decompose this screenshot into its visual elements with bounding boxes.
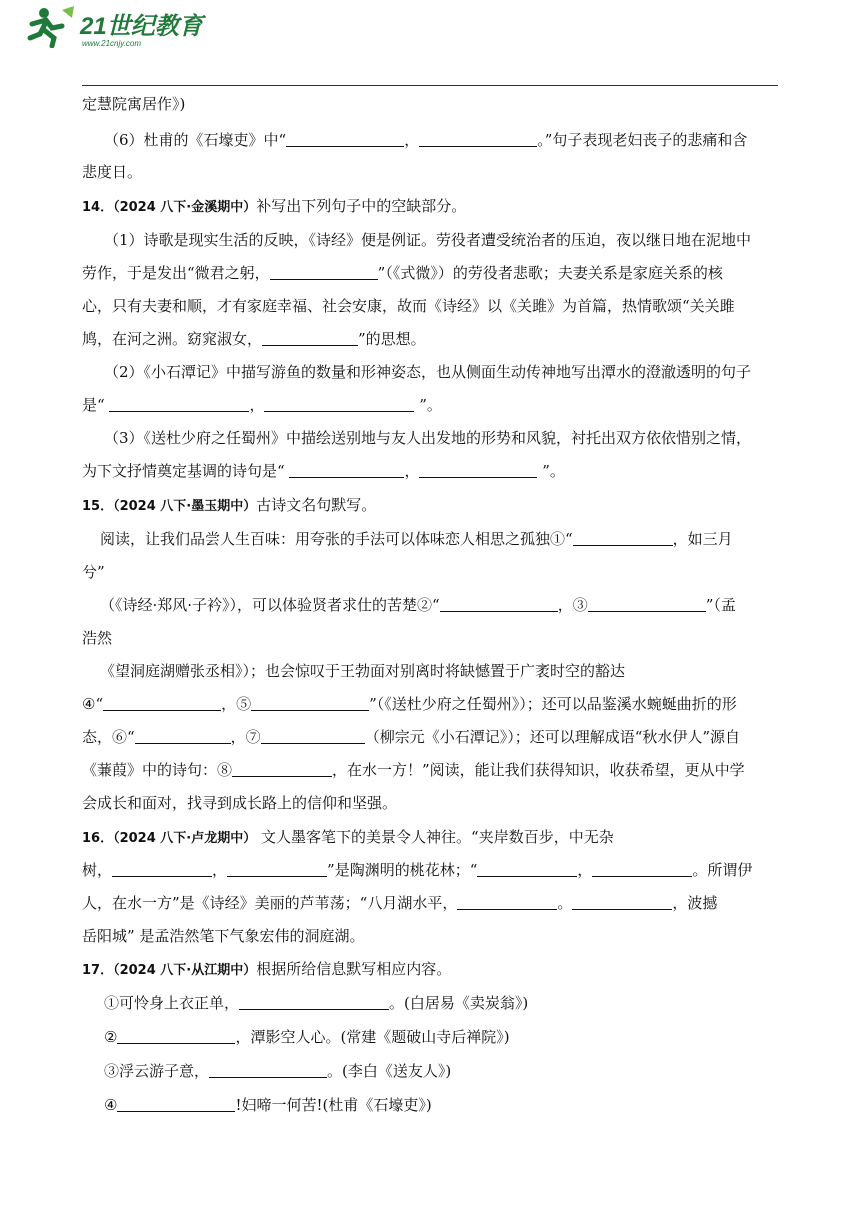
text-line: 兮” [82, 563, 105, 581]
q17-item-1: ①可怜身上衣正单， 。(白居易《卖炭翁》) [104, 994, 529, 1012]
answer-blank[interactable] [419, 462, 537, 478]
text-line: 为下文抒情奠定基调的诗句是“ ， ”。 [82, 462, 565, 480]
logo-url: www.21cnjy.com [82, 39, 141, 48]
answer-blank[interactable] [109, 396, 249, 412]
question-15-heading: 15．（2024 八下·墨玉期中）古诗文名句默写。 [82, 496, 377, 514]
text-line: 树， ， ”是陶渊明的桃花林；“ ， 。所谓伊 [82, 861, 753, 879]
answer-blank[interactable] [112, 861, 212, 877]
answer-blank[interactable] [239, 994, 389, 1010]
answer-blank[interactable] [227, 861, 327, 877]
text-line: 态，⑥“ ，⑦ （柳宗元《小石潭记》）；还可以理解成语“秋水伊人”源自 [82, 728, 741, 746]
question-16-heading: 16．（2024 八下·卢龙期中） 文人墨客笔下的美景令人神往。“夹岸数百步，中无杂 [82, 828, 614, 846]
text-line: 浩然 [82, 629, 113, 647]
answer-blank[interactable] [264, 396, 414, 412]
text-line: 《蒹葭》中的诗句：⑧ ，在水一方！”阅读，能让我们获得知识，收获希望，更从中学 [82, 761, 745, 779]
question-17-heading: 17．（2024 八下·从江期中）根据所给信息默写相应内容。 [82, 960, 452, 978]
answer-blank[interactable] [117, 1028, 235, 1044]
answer-blank[interactable] [251, 695, 369, 711]
text-line: 劳作，于是发出“微君之躬， ”（《式微》）的劳役者悲歌；夫妻关系是家庭关系的核 [82, 264, 723, 282]
answer-blank[interactable] [117, 1096, 235, 1112]
answer-blank[interactable] [286, 131, 404, 147]
text-line: 心，只有夫妻和顺，才有家庭幸福、社会安康，故而《诗经》以《关雎》为首篇，热情歌颂“关关雎 [82, 297, 735, 315]
question-14-heading: 14．（2024 八下·金溪期中）补写出下列句子中的空缺部分。 [82, 197, 467, 215]
answer-blank[interactable] [135, 728, 231, 744]
text-line: 鸠，在河之洲。窈窕淑女， ”的思想。 [82, 330, 426, 348]
text-line: 是“ ， ”。 [82, 396, 442, 414]
answer-blank[interactable] [270, 264, 378, 280]
answer-blank[interactable] [440, 596, 558, 612]
text-line: 会成长和面对，找寻到成长路上的信仰和坚强。 [82, 794, 398, 812]
answer-blank[interactable] [592, 861, 692, 877]
text-line: 岳阳城” 是孟浩然笔下气象宏伟的洞庭湖。 [82, 927, 365, 945]
text-line: （《诗经·郑风·子衿》），可以体验贤者求仕的苦楚②“ ，③ ”（孟 [100, 596, 736, 614]
answer-blank[interactable] [572, 894, 672, 910]
q17-item-2: ② ，潭影空人心。(常建《题破山寺后禅院》) [104, 1028, 510, 1046]
answer-blank[interactable] [232, 761, 332, 777]
header-divider [82, 85, 778, 86]
answer-blank[interactable] [588, 596, 706, 612]
answer-blank[interactable] [289, 462, 404, 478]
text-line: （2）《小石潭记》中描写游鱼的数量和形神姿态，也从侧面生动传神地写出潭水的澄澈透明的句子 [104, 363, 752, 381]
text-line: 定慧院寓居作》) [82, 95, 186, 113]
text-line: （3）《送杜少府之任蜀州》中描绘送别地与友人出发地的形势和风貌，衬托出双方依依惜别之情， [104, 429, 752, 447]
answer-blank[interactable] [261, 728, 365, 744]
text-line: 悲度日。 [82, 163, 143, 181]
q17-item-3: ③浮云游子意， 。(李白《送友人》) [104, 1062, 452, 1080]
logo-text: 21世纪教育 [80, 13, 203, 40]
answer-blank[interactable] [477, 861, 577, 877]
answer-blank[interactable] [209, 1062, 327, 1078]
text-line: 人，在水一方”是《诗经》美丽的芦苇荡；“八月湖水平， 。 ，波撼 [82, 894, 718, 912]
answer-blank[interactable] [457, 894, 557, 910]
answer-blank[interactable] [262, 330, 358, 346]
answer-blank[interactable] [573, 530, 673, 546]
running-figure-icon [30, 6, 74, 46]
text-line: 《望洞庭湖赠张丞相》）；也会惊叹于王勃面对别离时将缺憾置于广袤时空的豁达 [100, 662, 626, 680]
q17-item-4: ④ !妇啼一何苦!(杜甫《石壕吏》) [104, 1096, 432, 1114]
answer-blank[interactable] [419, 131, 537, 147]
q13-item-6: （6）杜甫的《石壕吏》中“ ， 。”句子表现老妇丧子的悲痛和含 [104, 131, 748, 149]
text-line: ④“ ，⑤ ”（《送杜少府之任蜀州》）；还可以品鉴溪水蜿蜒曲折的形 [82, 695, 737, 713]
site-logo [22, 4, 212, 48]
text-line: （1）诗歌是现实生活的反映，《诗经》便是例证。劳役者遭受统治者的压迫，夜以继日地在泥地中 [104, 231, 752, 249]
answer-blank[interactable] [103, 695, 221, 711]
text-line: 阅读，让我们品尝人生百味：用夸张的手法可以体味恋人相思之孤独①“ ，如三月 [100, 530, 733, 548]
